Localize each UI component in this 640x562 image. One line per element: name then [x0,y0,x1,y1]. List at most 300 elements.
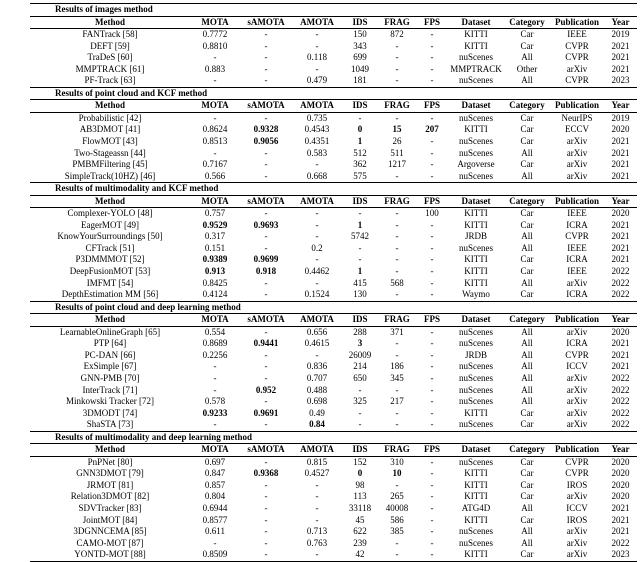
value-cell-frag: 265 [390,491,404,502]
value-cell-ids: 1 [357,136,363,147]
value-cell-fps: - [416,75,448,87]
column-header-fps: FPS [416,195,448,208]
method-cell: DepthEstimation MM [56] [30,289,190,301]
value-cell-samota: - [264,479,268,490]
value-cell-frag: - [378,419,416,431]
value-cell-frag: - [395,254,399,265]
value-cell-fps: - [430,29,434,40]
column-header-samota: sAMOTA [240,100,292,113]
value-cell-category: Other [516,63,538,74]
table-row [30,171,637,183]
value-cell-samota: - [264,40,268,51]
value-cell-publication: CVPR [565,52,589,63]
value-cell-ids: 181 [342,75,378,87]
value-cell-frag: 26 [392,136,402,147]
value-cell-category: All [521,502,533,513]
value-cell-frag: - [378,289,416,301]
table-row [30,373,637,385]
column-header-ids: IDS [342,314,378,327]
column-header-ids: IDS [342,100,378,113]
value-cell-mota: 0.554 [204,326,226,337]
method-cell: 3DGNNCEMA [85] [73,526,147,537]
section-row [30,431,637,444]
value-cell-publication: arXiv [566,537,588,548]
value-cell-ids: 152 [353,456,367,467]
value-cell-year: 2021 [611,219,630,230]
section-title: Results of point cloud and deep learning method [30,301,637,314]
value-cell-samota: - [264,456,268,467]
value-cell-amota: 0.1524 [292,289,342,301]
column-header-publication: Publication [550,314,604,327]
column-header-frag: FRAG [378,16,416,29]
value-cell-publication: IROS [566,479,588,490]
value-cell-frag: 511 [390,147,404,158]
table-row [30,208,637,220]
value-cell-frag: - [395,112,399,123]
value-cell-amota: 0.84 [292,419,342,431]
value-cell-year: 2021 [611,52,630,63]
value-cell-publication: IEEE [567,208,587,219]
value-cell-amota: 0.49 [309,407,325,418]
value-cell-fps: - [430,361,434,372]
value-cell-category: All [521,384,533,395]
column-header-row [30,16,637,29]
column-header-amota: AMOTA [292,314,342,327]
method-cell: FANTrack [58] [82,29,138,40]
value-cell-year: 2022 [611,537,630,548]
table-row [30,350,637,362]
value-cell-ids: 288 [353,326,367,337]
table-row [30,480,637,492]
value-cell-year: 2021 [611,231,630,242]
value-cell-category: Car [520,40,534,51]
value-cell-ids: 415 [353,277,367,288]
column-header-ids: IDS [342,444,378,457]
table-row [30,361,637,373]
value-cell-frag: 345 [390,372,404,383]
value-cell-ids: 0 [357,468,363,479]
value-cell-category: All [521,537,533,548]
value-cell-samota: - [264,361,268,372]
table-row [30,124,637,136]
value-cell-samota: - [264,491,268,502]
value-cell-fps: - [430,537,434,548]
value-cell-fps: - [430,147,434,158]
method-cell: TraDeS [60] [87,52,133,63]
value-cell-mota: 0.9389 [202,254,228,265]
value-cell-category: Car [520,112,534,123]
value-cell-ids: 42 [342,549,378,561]
value-cell-ids: 98 [355,479,365,490]
method-cell: ExSimple [67] [83,361,137,372]
value-cell-year: 2022 [611,277,630,288]
value-cell-amota: 0.656 [306,326,328,337]
value-cell-year: 2020 [611,491,630,502]
column-header-category: Category [504,195,550,208]
value-cell-fps: - [430,40,434,51]
section-title: Results of multimodality and KCF method [30,183,637,196]
table-row [30,29,637,41]
value-cell-dataset: nuScenes [459,242,493,253]
column-header-dataset: Dataset [448,195,504,208]
value-cell-category: All [521,349,533,360]
table-row [30,112,637,124]
value-cell-mota: 0.566 [190,171,240,183]
value-cell-mota: - [213,112,217,123]
value-cell-frag: - [395,479,399,490]
value-cell-frag: - [395,231,399,242]
value-cell-publication: CVPR [565,456,589,467]
column-header-fps: FPS [416,100,448,113]
method-cell: DEFT [59] [90,40,130,51]
column-header-year: Year [604,195,637,208]
value-cell-amota: - [315,254,319,265]
value-cell-frag: 1217 [388,159,406,170]
value-cell-samota: - [264,396,268,407]
value-cell-publication: arXiv [566,384,588,395]
column-header-amota: AMOTA [292,100,342,113]
value-cell-year: 2021 [611,136,630,147]
value-cell-frag: - [395,40,399,51]
value-cell-frag: - [395,208,399,219]
value-cell-frag: 371 [390,326,404,337]
value-cell-dataset: KITTI [464,208,488,219]
value-cell-fps: - [416,171,448,183]
value-cell-ids: - [358,208,362,219]
value-cell-dataset: KITTI [464,468,488,479]
table-row [30,220,637,232]
method-cell: LearnableOnlineGraph [65] [59,326,161,337]
value-cell-category: All [504,171,550,183]
value-cell-category: All [521,526,533,537]
table-row [30,41,637,53]
value-cell-mota: 0.8509 [190,549,240,561]
value-cell-category: All [521,338,533,349]
method-cell: EagerMOT [49] [80,219,140,230]
value-cell-fps: - [430,219,434,230]
value-cell-samota: 0.952 [255,384,277,395]
column-header-ids: IDS [342,16,378,29]
value-cell-fps: - [430,468,434,479]
value-cell-publication: arXiv [566,526,588,537]
value-cell-amota: 0.836 [306,361,328,372]
column-header-publication: Publication [550,444,604,457]
value-cell-fps: - [430,407,434,418]
value-cell-mota: - [213,361,217,372]
value-cell-ids: 214 [353,361,367,372]
value-cell-fps: - [430,396,434,407]
value-cell-dataset: KITTI [464,277,488,288]
table-row [30,419,637,431]
method-cell: YONTD-MOT [88] [30,549,190,561]
value-cell-dataset: KITTI [464,266,488,277]
value-cell-samota: - [264,147,268,158]
value-cell-publication: ICRA [566,219,588,230]
value-cell-frag: 586 [390,514,404,525]
value-cell-samota: - [240,419,292,431]
method-cell: FlowMOT [43] [82,136,138,147]
value-cell-ids: 0 [357,124,363,135]
column-header-mota: MOTA [190,195,240,208]
table-row [30,159,637,171]
method-cell: ShaSTA [73] [30,419,190,431]
value-cell-year: 2021 [611,349,630,360]
value-cell-amota: 0.488 [306,384,328,395]
table-row [30,231,637,243]
value-cell-ids: 3 [357,338,363,349]
value-cell-dataset: JRDB [464,349,487,360]
value-cell-publication: ICRA [566,338,588,349]
value-cell-dataset: nuScenes [459,384,493,395]
value-cell-ids: 622 [353,526,367,537]
value-cell-category: Car [520,479,534,490]
section-title: Results of multimodality and deep learning method [30,431,637,444]
value-cell-mota: 0.8425 [202,277,228,288]
value-cell-category: Car [520,136,534,147]
table-row [30,52,637,64]
value-cell-publication: arXiv [550,419,604,431]
column-header-samota: sAMOTA [240,314,292,327]
value-cell-frag: 385 [390,526,404,537]
value-cell-mota: - [213,537,217,548]
value-cell-samota: - [240,289,292,301]
value-cell-publication: arXiv [566,396,588,407]
value-cell-mota: 0.8513 [202,136,228,147]
table-row [30,254,637,266]
section-row [30,87,637,100]
value-cell-dataset: MMPTRACK [450,63,502,74]
method-cell: MMPTRACK [61] [75,63,145,74]
value-cell-frag: - [395,338,399,349]
column-header-frag: FRAG [378,314,416,327]
value-cell-fps: - [430,242,434,253]
table-row [30,326,637,338]
value-cell-year: 2022 [611,407,630,418]
value-cell-year: 2022 [611,396,630,407]
value-cell-fps: - [430,479,434,490]
column-header-year: Year [604,444,637,457]
results-table-body [30,4,637,562]
value-cell-year: 2021 [611,514,630,525]
value-cell-ids: 5742 [351,231,369,242]
value-cell-ids: 130 [342,289,378,301]
value-cell-frag: 568 [390,277,404,288]
value-cell-amota: 0.4462 [304,266,330,277]
value-cell-publication: arXiv [566,277,588,288]
value-cell-amota: - [315,63,319,74]
value-cell-frag: 217 [390,396,404,407]
method-cell: PF-Track [63] [30,75,190,87]
value-cell-dataset: KITTI [464,514,488,525]
value-cell-fps: - [430,349,434,360]
value-cell-ids: 26009 [348,349,372,360]
value-cell-amota: 0.4527 [304,468,330,479]
value-cell-publication: CVPR [550,75,604,87]
value-cell-mota: 0.8689 [202,338,228,349]
value-cell-samota: 0.9368 [253,468,279,479]
table-row [30,136,637,148]
value-cell-ids: 575 [342,171,378,183]
column-header-frag: FRAG [378,100,416,113]
column-header-mota: MOTA [190,444,240,457]
value-cell-category: All [521,242,533,253]
value-cell-amota: 0.763 [306,537,328,548]
value-cell-amota: 0.713 [306,526,328,537]
value-cell-category: All [521,147,533,158]
value-cell-year: 2020 [611,326,630,337]
section-row [30,183,637,196]
value-cell-category: Car [520,159,534,170]
table-row [30,503,637,515]
value-cell-year: 2021 [611,254,630,265]
table-row [30,396,637,408]
value-cell-dataset: KITTI [464,29,488,40]
value-cell-dataset: ATG4D [461,502,491,513]
value-cell-amota: 0.4543 [304,124,330,135]
value-cell-samota: - [264,29,268,40]
value-cell-category: All [504,75,550,87]
column-header-dataset: Dataset [448,444,504,457]
method-cell: Probabilistic [42] [78,112,142,123]
value-cell-samota: - [264,514,268,525]
table-row [30,148,637,160]
method-cell: SDVTracker [83] [78,502,142,513]
value-cell-samota: - [264,502,268,513]
value-cell-ids: 1 [357,266,363,277]
value-cell-amota: 0.707 [306,372,328,383]
value-cell-fps: - [430,136,434,147]
value-cell-year: 2021 [611,526,630,537]
column-header-year: Year [604,16,637,29]
value-cell-samota: 0.9691 [253,407,279,418]
method-cell: PTP [64] [93,338,127,349]
section-row [30,4,637,17]
value-cell-dataset: nuScenes [459,52,493,63]
value-cell-samota: - [264,208,268,219]
column-header-fps: FPS [416,16,448,29]
value-cell-mota: 0.8624 [202,124,228,135]
value-cell-year: 2020 [611,468,630,479]
value-cell-category: All [521,231,533,242]
value-cell-ids: 1 [357,219,363,230]
value-cell-category: All [521,326,533,337]
value-cell-ids: 1049 [351,63,369,74]
value-cell-amota: 0.479 [292,75,342,87]
value-cell-publication: ICCV [566,361,588,372]
value-cell-amota: 0.698 [306,396,328,407]
value-cell-dataset: KITTI [448,549,504,561]
value-cell-category: Car [520,29,534,40]
value-cell-dataset: nuScenes [448,75,504,87]
value-cell-samota: - [264,159,268,170]
value-cell-ids: - [358,407,362,418]
value-cell-amota: 0.815 [306,456,328,467]
method-cell: SimpleTrack(10HZ) [46] [30,171,190,183]
value-cell-category: Car [520,468,534,479]
value-cell-samota: - [240,549,292,561]
column-header-method: Method [30,16,190,29]
column-header-samota: sAMOTA [240,16,292,29]
value-cell-samota: - [264,277,268,288]
table-row [30,75,637,87]
method-cell: CFTrack [51] [85,242,135,253]
table-row [30,468,637,480]
value-cell-category: Car [520,491,534,502]
column-header-fps: FPS [416,314,448,327]
value-cell-fps: - [416,289,448,301]
value-cell-dataset: nuScenes [459,326,493,337]
value-cell-year: 2022 [604,419,637,431]
value-cell-fps: - [416,549,448,561]
value-cell-ids: 343 [353,40,367,51]
method-cell: GNN-PMB [70] [80,372,140,383]
method-cell: Two-Stageassn [44] [74,147,146,158]
method-cell: InterTrack [71] [82,384,138,395]
value-cell-frag: - [395,242,399,253]
value-cell-dataset: nuScenes [459,112,493,123]
value-cell-mota: 0.611 [205,526,225,537]
value-cell-mota: 0.8577 [202,514,228,525]
value-cell-year: 2023 [604,75,637,87]
value-cell-samota: - [264,231,268,242]
table-row [30,491,637,503]
value-cell-dataset: nuScenes [448,171,504,183]
method-cell: JRMOT [81] [86,479,134,490]
value-cell-amota: 0.735 [306,112,328,123]
value-cell-fps: - [430,159,434,170]
value-cell-year: 2022 [611,266,630,277]
value-cell-mota: 0.8810 [202,40,228,51]
column-header-mota: MOTA [190,100,240,113]
value-cell-samota: - [264,349,268,360]
table-row [30,549,637,561]
value-cell-frag: - [395,537,399,548]
value-cell-year: 2021 [611,361,630,372]
value-cell-publication: IEEE [567,242,587,253]
value-cell-fps: 100 [425,208,439,219]
value-cell-fps: - [430,456,434,467]
value-cell-frag: 872 [390,29,404,40]
table-row [30,278,637,290]
method-cell: GNN3DMOT [79] [76,468,144,479]
value-cell-dataset: nuScenes [459,361,493,372]
value-cell-amota: 0.4351 [304,136,330,147]
value-cell-fps: - [430,372,434,383]
value-cell-publication: CVPR [565,40,589,51]
method-cell: Minkowski Tracker [72] [66,396,154,407]
value-cell-ids: 150 [353,29,367,40]
value-cell-samota: 0.9699 [253,254,279,265]
value-cell-mota: 0.9529 [202,219,228,230]
value-cell-publication: arXiv [566,491,588,502]
column-header-method: Method [30,444,190,457]
column-header-category: Category [504,314,550,327]
column-header-frag: FRAG [378,444,416,457]
table-row [30,538,637,550]
value-cell-fps: - [430,384,434,395]
value-cell-dataset: Argoverse [457,159,495,170]
value-cell-mota: - [213,372,217,383]
value-cell-amota: 0.4615 [304,338,330,349]
value-cell-year: 2019 [611,112,630,123]
value-cell-samota: 0.9328 [253,124,279,135]
column-header-category: Category [504,100,550,113]
value-cell-mota: - [213,147,217,158]
table-row [30,266,637,278]
value-cell-mota: 0.913 [204,266,226,277]
value-cell-fps: - [430,491,434,502]
results-table [30,3,637,562]
